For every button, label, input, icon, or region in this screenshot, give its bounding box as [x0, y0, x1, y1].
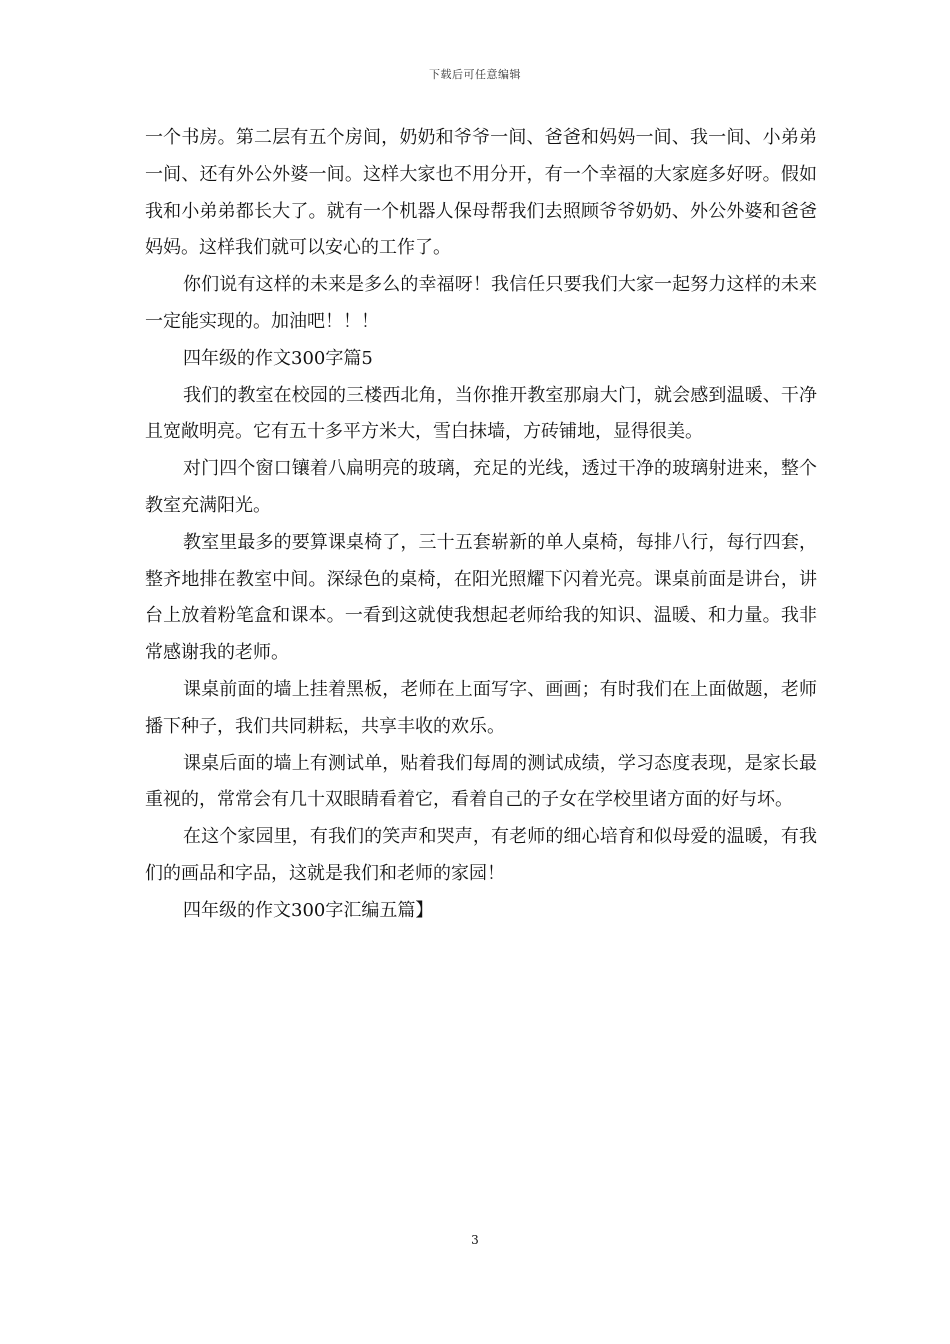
- paragraph: 教室里最多的要算课桌椅了，三十五套崭新的单人桌椅，每排八行，每行四套，整齐地排在教室中间。深绿色的桌椅，在阳光照耀下闪着光亮。课桌前面是讲台，讲台上放着粉笔盒和课本。一看到这就使我想起老师给我的知识、温暖、和力量。我非常感谢我的老师。: [145, 531, 817, 664]
- paragraph: 一个书房。第二层有五个房间，奶奶和爷爷一间、爸爸和妈妈一间、我一间、小弟弟一间、还有外公外婆一间。这样大家也不用分开，有一个幸福的大家庭多好呀。假如我和小弟弟都长大了。就有一个机器人保母帮我们去照顾爷爷奶奶、外公外婆和爸爸妈妈。这样我们就可以安心的工作了。: [145, 127, 817, 259]
- paragraph: 在这个家园里，有我们的笑声和哭声，有老师的细心培育和似母爱的温暖，有我们的画品和字品，这就是我们和老师的家园！: [145, 826, 817, 884]
- page-number: 3: [471, 1233, 479, 1247]
- paragraph: 对门四个窗口镶着八扁明亮的玻璃，充足的光线，透过干净的玻璃射进来，整个教室充满阳光。: [145, 458, 817, 516]
- document-body: [145, 120, 817, 930]
- paragraph: 我们的教室在校园的三楼西北角，当你推开教室那扇大门，就会感到温暖、干净且宽敞明亮。它有五十多平方米大，雪白抹墙，方砖铺地，显得很美。: [145, 384, 817, 443]
- paragraph: 课桌前面的墙上挂着黑板，老师在上面写字、画画；有时我们在上面做题，老师播下种子，我们共同耕耘，共享丰收的欢乐。: [145, 678, 817, 737]
- paragraph: 课桌后面的墙上有测试单，贴着我们每周的测试成绩，学习态度表现，是家长最重视的，常常会有几十双眼睛看着它，看着自己的子女在学校里诸方面的好与坏。: [145, 752, 817, 811]
- paragraph: 你们说有这样的未来是多么的幸福呀！我信任只要我们大家一起努力这样的未来一定能实现的。加油吧！！！: [145, 274, 817, 332]
- page-header: 下载后可任意编辑: [429, 68, 521, 81]
- closing-line: 四年级的作文300字汇编五篇】: [183, 899, 434, 921]
- section-heading: 四年级的作文300字篇5: [183, 347, 373, 369]
